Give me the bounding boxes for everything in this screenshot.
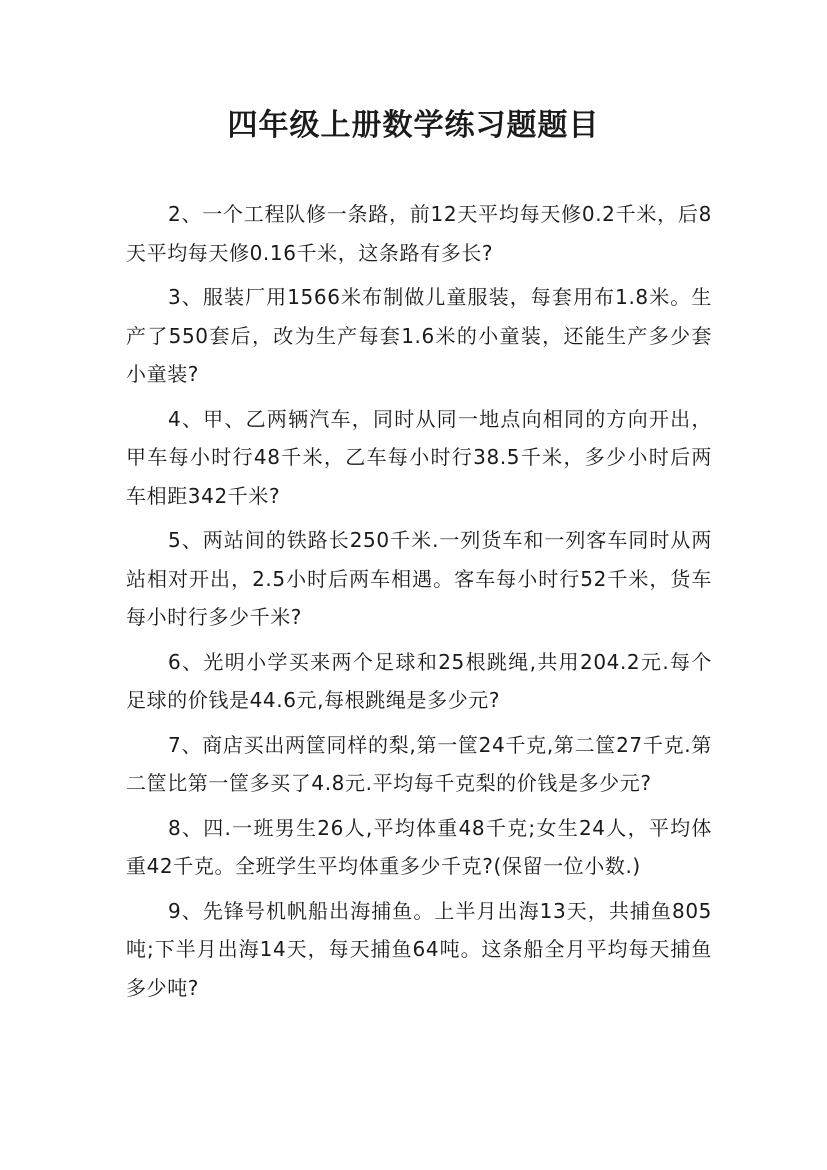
problem-9: 9、先锋号机帆船出海捕鱼。上半月出海13天，共捕鱼805吨;下半月出海14天，每天捕鱼64吨。这条船全月平均每天捕鱼多少吨? (126, 898, 712, 1000)
problem-6: 6、光明小学买来两个足球和25根跳绳,共用204.2元.每个足球的价钱是44.6元,每根跳绳是多少元? (126, 649, 712, 712)
problem-2: 2、一个工程队修一条路，前12天平均每天修0.2千米，后8天平均每天修0.16千米，这条路有多长? (126, 202, 712, 265)
problem-8: 8、四.一班男生26人,平均体重48千克;女生24人，平均体重42千克。全班学生平均体重多少千克?(保留一位小数.) (126, 815, 712, 878)
problem-5: 5、两站间的铁路长250千米.一列货车和一列客车同时从两站相对开出，2.5小时后两车相遇。客车每小时行52千米，货车每小时行多少千米? (126, 528, 712, 629)
problem-4: 4、甲、乙两辆汽车，同时从同一地点向相同的方向开出，甲车每小时行48千米，乙车每小时行38.5千米，多少小时后两车相距342千米? (126, 406, 712, 508)
document-title: 四年级上册数学练习题题目 (227, 108, 600, 143)
problem-3: 3、服装厂用1566米布制做儿童服装，每套用布1.8米。生产了550套后，改为生产每套1.6米的小童装，还能生产多少套小童装? (126, 285, 712, 386)
problem-7: 7、商店买出两筐同样的梨,第一筐24千克,第二筐27千克.第二筐比第一筐多买了4.8元.平均每千克梨的价钱是多少元? (126, 732, 712, 795)
problem-list (126, 195, 712, 1013)
